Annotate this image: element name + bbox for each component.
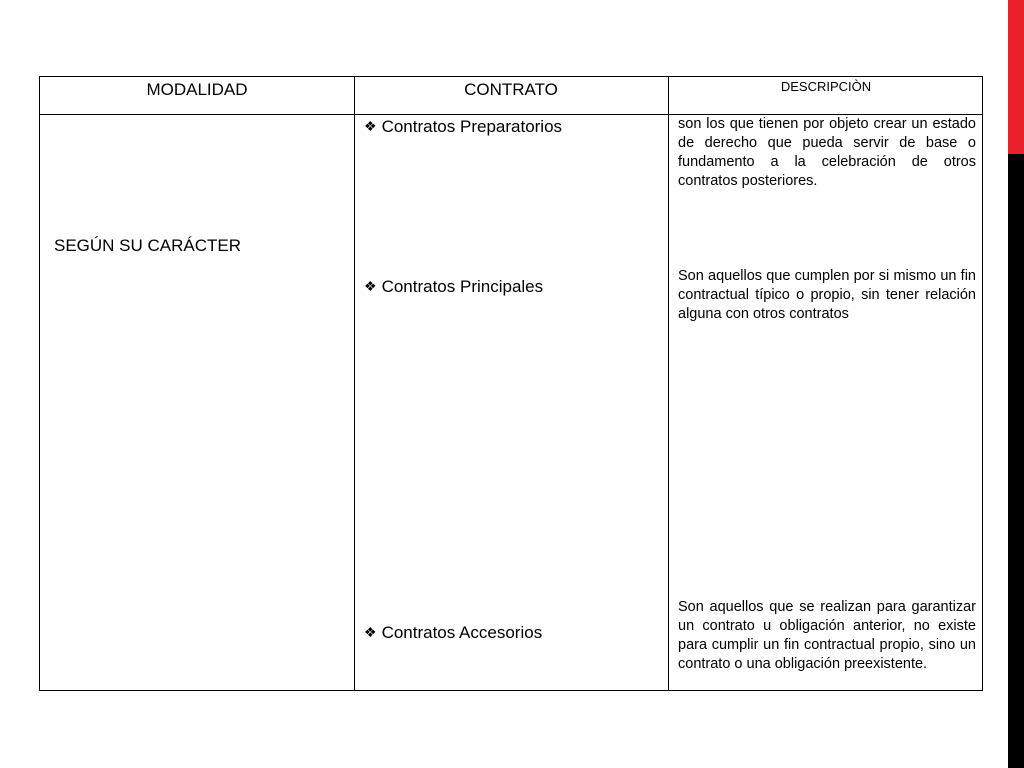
header-modalidad: MODALIDAD — [146, 80, 248, 99]
header-descripcion: DESCRIPCIÒN — [780, 79, 872, 94]
contrato-item — [364, 117, 562, 137]
contrato-label: Contratos Accesorios — [381, 623, 543, 642]
contrato-item — [364, 277, 543, 297]
contrato-item — [364, 623, 542, 643]
descripcion-text: son los que tienen por objeto crear un estado de derecho que pueda servir de base o fundamento a la celebración de otros contratos posteriores. — [678, 116, 976, 189]
column-divider — [354, 77, 355, 690]
diamond-bullet-icon: ❖ — [364, 624, 377, 640]
column-divider — [668, 77, 669, 690]
modalidad-cell: SEGÚN SU CARÁCTER — [54, 236, 242, 255]
accent-bar-black — [1008, 154, 1024, 768]
accent-bar-red — [1008, 0, 1024, 154]
diamond-bullet-icon: ❖ — [364, 118, 377, 134]
contrato-label: Contratos Preparatorios — [381, 117, 563, 136]
contrato-label: Contratos Principales — [381, 277, 544, 296]
descripcion-text: Son aquellos que se realizan para garantizar un contrato u obligación anterior, no existe para cumplir un fin contractual propio, sino un contrato o una obligación preexistente. — [678, 599, 976, 672]
descripcion-text: Son aquellos que cumplen por si mismo un fin contractual típico o propio, sin tener relación alguna con otros contratos — [678, 268, 976, 322]
header-contrato: CONTRATO — [464, 80, 558, 99]
diamond-bullet-icon: ❖ — [364, 278, 377, 294]
contracts-table — [39, 76, 983, 691]
